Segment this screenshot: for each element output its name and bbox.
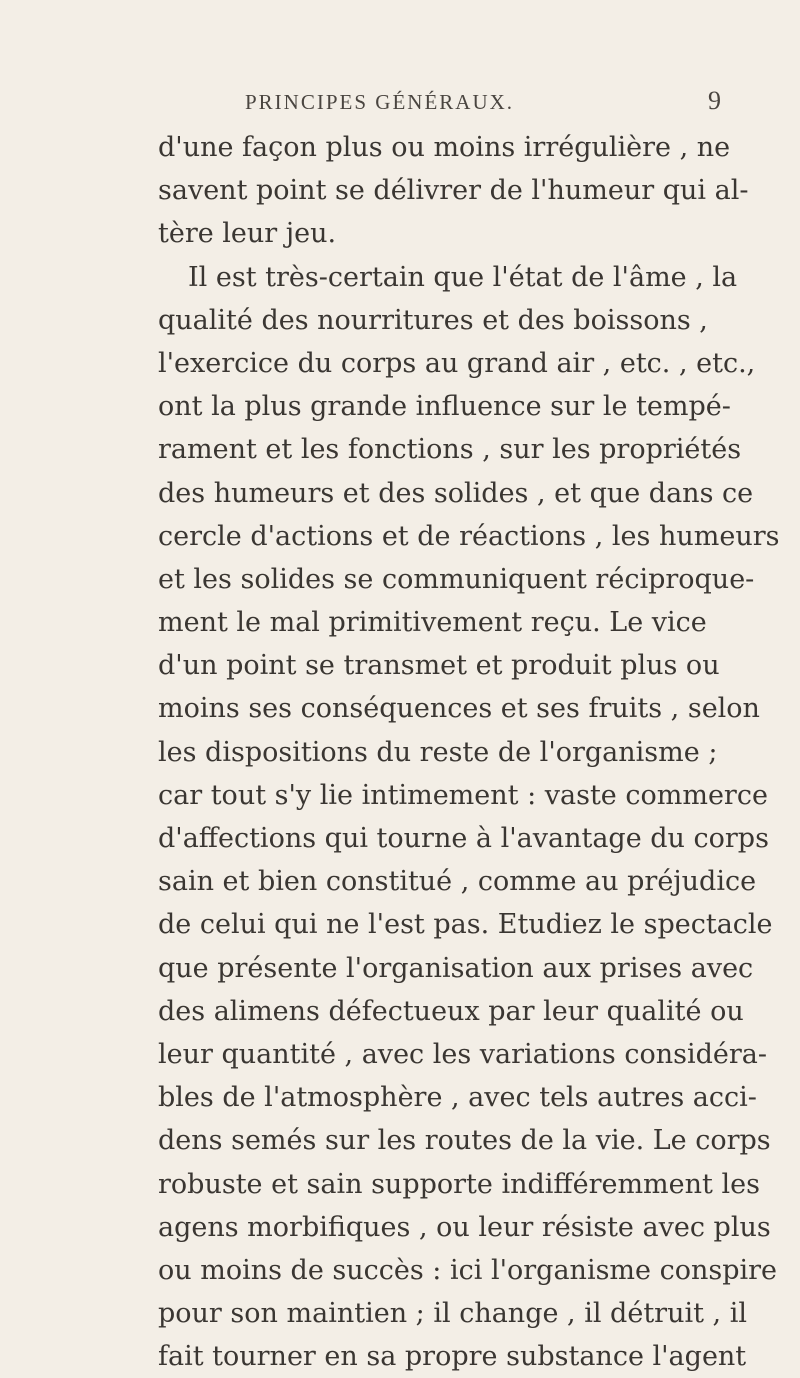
- page-number: 9: [708, 86, 721, 115]
- text-line: savent point se délivrer de l'humeur qui al-: [158, 175, 749, 207]
- text-line: l'exercice du corps au grand air , etc. , etc.,: [158, 347, 756, 379]
- text-line: des alimens défectueux par leur qualité ou: [158, 995, 744, 1027]
- text-line: ont la plus grande influence sur le tempé-: [158, 391, 731, 423]
- text-line: rament et les fonctions , sur les propriétés: [158, 434, 742, 466]
- text-line: d'une façon plus ou moins irrégulière , ne: [158, 132, 731, 163]
- text-line: pour son maintien ; il change , il détruit , il: [158, 1298, 747, 1330]
- text-line: et les solides se communiquent réciproque-: [158, 563, 755, 595]
- text-line: leur quantité , avec les variations considéra-: [158, 1038, 768, 1070]
- text-line: dens semés sur les routes de la vie. Le corps: [158, 1125, 771, 1157]
- text-line: de celui qui ne l'est pas. Etudiez le spectacle: [158, 909, 773, 941]
- text-line: car tout s'y lie intimement : vaste commerce: [158, 779, 768, 811]
- text-line: ment le mal primitivement reçu. Le vice: [158, 607, 707, 639]
- text-line: sain et bien constitué , comme au préjudice: [158, 866, 757, 898]
- text-line: d'un point se transmet et produit plus ou: [158, 650, 720, 682]
- text-line: agens morbifiques , ou leur résiste avec plus: [158, 1211, 771, 1243]
- text-line: bles de l'atmosphère , avec tels autres acci-: [158, 1082, 757, 1114]
- text-line: fait tourner en sa propre substance l'agent: [158, 1341, 747, 1373]
- running-header: PRINCIPES GÉNÉRAUX.: [245, 90, 515, 114]
- text-line: robuste et sain supporte indifféremment les: [158, 1168, 760, 1200]
- text-line: cercle d'actions et de réactions , les humeurs: [158, 520, 780, 552]
- text-line: des humeurs et des solides , et que dans ce: [158, 477, 754, 509]
- text-line: tère leur jeu.: [158, 218, 337, 250]
- text-line: Il est très-certain que l'état de l'âme , la: [188, 261, 738, 293]
- text-line: moins ses conséquences et ses fruits , selon: [158, 693, 760, 725]
- text-line: que présente l'organisation aux prises avec: [158, 952, 754, 984]
- text-line: ou moins de succès : ici l'organisme conspire: [158, 1254, 778, 1286]
- text-line: qualité des nourritures et des boissons ,: [158, 304, 708, 336]
- text-line: d'affections qui tourne à l'avantage du corps: [158, 823, 769, 854]
- body-text: [158, 126, 780, 1378]
- text-line: les dispositions du reste de l'organisme ;: [158, 736, 718, 768]
